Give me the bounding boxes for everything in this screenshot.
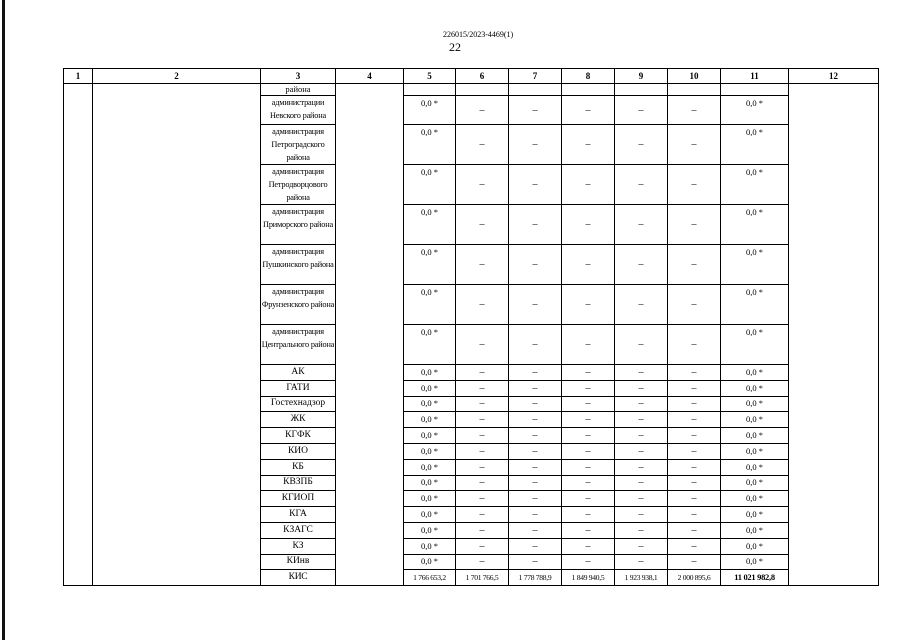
dash-cell — [615, 538, 668, 554]
dash-mark: – — [691, 509, 697, 521]
dash-mark: – — [532, 509, 538, 521]
dash-mark: – — [691, 339, 697, 350]
dash-mark: – — [691, 477, 697, 489]
dash-mark: – — [585, 366, 591, 378]
budget-table — [63, 68, 879, 586]
value-cell: 1 849 940,5 — [562, 570, 615, 586]
dash-cell — [509, 428, 562, 444]
dash-cell — [509, 507, 562, 523]
value-cell: 0,0 * — [404, 365, 456, 381]
dash-cell — [668, 522, 721, 538]
dash-cell — [509, 475, 562, 491]
dash-mark: – — [479, 219, 485, 230]
row-name: КВЗПБ — [261, 475, 336, 491]
dash-cell — [456, 428, 509, 444]
dash-cell — [615, 245, 668, 285]
dash-mark: – — [532, 556, 538, 568]
dash-cell — [509, 380, 562, 396]
row-name: администрация Петродворцового района — [261, 165, 336, 205]
value-cell: 0,0 * — [721, 365, 789, 381]
dash-mark: – — [479, 139, 485, 150]
value-cell: 0,0 * — [721, 428, 789, 444]
row-name: КГФК — [261, 428, 336, 444]
value-cell: 2 000 895,6 — [668, 570, 721, 586]
column-header: 3 — [261, 69, 336, 84]
row-name: ЖК — [261, 412, 336, 428]
column-header: 8 — [562, 69, 615, 84]
page-number: 22 — [449, 40, 461, 54]
dash-mark: – — [638, 366, 644, 378]
dash-cell — [509, 125, 562, 165]
value-cell: 0,0 * — [404, 245, 456, 285]
dash-mark: – — [691, 445, 697, 457]
dash-cell — [456, 538, 509, 554]
dash-cell — [456, 165, 509, 205]
row-name: администрации Невского района — [261, 96, 336, 125]
dash-cell — [562, 538, 615, 554]
column-header: 7 — [509, 69, 562, 84]
dash-cell — [562, 125, 615, 165]
dash-cell — [668, 475, 721, 491]
dash-cell — [668, 538, 721, 554]
dash-mark: – — [691, 259, 697, 270]
dash-cell — [668, 491, 721, 507]
empty-cell — [562, 84, 615, 96]
dash-mark: – — [479, 461, 485, 473]
dash-cell — [615, 428, 668, 444]
row-name: Гостехнадзор — [261, 396, 336, 412]
dash-cell — [562, 96, 615, 125]
dash-cell — [456, 325, 509, 365]
dash-mark: – — [691, 299, 697, 310]
merged-cell-col2 — [93, 84, 261, 586]
merged-cell-col4 — [336, 84, 404, 586]
value-cell: 0,0 * — [404, 412, 456, 428]
dash-mark: – — [532, 219, 538, 230]
dash-mark: – — [532, 540, 538, 552]
dash-cell — [562, 475, 615, 491]
value-cell: 0,0 * — [721, 96, 789, 125]
dash-mark: – — [479, 339, 485, 350]
empty-cell — [404, 84, 456, 96]
dash-mark: – — [691, 414, 697, 426]
dash-cell — [509, 96, 562, 125]
value-cell: 0,0 * — [404, 507, 456, 523]
dash-mark: – — [638, 139, 644, 150]
dash-mark: – — [585, 104, 591, 116]
row-name: района — [261, 84, 336, 96]
dash-mark: – — [638, 219, 644, 230]
dash-cell — [668, 325, 721, 365]
dash-mark: – — [691, 556, 697, 568]
dash-mark: – — [691, 461, 697, 473]
dash-cell — [456, 96, 509, 125]
dash-mark: – — [532, 259, 538, 270]
dash-mark: – — [638, 299, 644, 310]
dash-mark: – — [691, 398, 697, 410]
dash-cell — [668, 507, 721, 523]
dash-mark: – — [691, 219, 697, 230]
dash-cell — [562, 491, 615, 507]
dash-mark: – — [691, 382, 697, 394]
dash-cell — [456, 507, 509, 523]
dash-cell — [615, 443, 668, 459]
dash-cell — [456, 459, 509, 475]
dash-cell — [456, 522, 509, 538]
dash-mark: – — [532, 524, 538, 536]
row-name: администрация Пушкинского района — [261, 245, 336, 285]
dash-cell — [456, 205, 509, 245]
dash-cell — [615, 459, 668, 475]
dash-cell — [615, 325, 668, 365]
dash-mark: – — [638, 524, 644, 536]
column-header: 9 — [615, 69, 668, 84]
value-cell: 0,0 * — [721, 245, 789, 285]
dash-mark: – — [638, 414, 644, 426]
dash-mark: – — [585, 299, 591, 310]
dash-mark: – — [638, 430, 644, 442]
dash-mark: – — [532, 339, 538, 350]
row-name: АК — [261, 365, 336, 381]
dash-mark: – — [479, 445, 485, 457]
empty-cell — [721, 84, 789, 96]
value-cell: 0,0 * — [721, 459, 789, 475]
dash-mark: – — [585, 139, 591, 150]
dash-mark: – — [638, 509, 644, 521]
dash-cell — [456, 475, 509, 491]
value-cell: 0,0 * — [721, 165, 789, 205]
empty-cell — [456, 84, 509, 96]
dash-mark: – — [638, 493, 644, 505]
dash-mark: – — [532, 493, 538, 505]
row-name: КИнв — [261, 554, 336, 570]
dash-mark: – — [691, 524, 697, 536]
empty-cell — [615, 84, 668, 96]
dash-mark: – — [479, 259, 485, 270]
dash-cell — [562, 554, 615, 570]
dash-mark: – — [691, 179, 697, 190]
dash-mark: – — [479, 299, 485, 310]
value-cell: 1 923 938,1 — [615, 570, 668, 586]
dash-cell — [509, 396, 562, 412]
dash-mark: – — [479, 430, 485, 442]
dash-cell — [562, 459, 615, 475]
dash-cell — [668, 459, 721, 475]
value-cell: 0,0 * — [721, 396, 789, 412]
dash-mark: – — [479, 556, 485, 568]
dash-mark: – — [532, 461, 538, 473]
value-cell: 0,0 * — [721, 538, 789, 554]
value-cell: 0,0 * — [404, 325, 456, 365]
row-name: КБ — [261, 459, 336, 475]
dash-mark: – — [638, 445, 644, 457]
dash-mark: – — [532, 179, 538, 190]
dash-mark: – — [585, 524, 591, 536]
row-name: КЗ — [261, 538, 336, 554]
dash-cell — [615, 491, 668, 507]
empty-cell — [668, 84, 721, 96]
dash-mark: – — [638, 398, 644, 410]
dash-mark: – — [479, 540, 485, 552]
dash-mark: – — [479, 477, 485, 489]
dash-mark: – — [479, 104, 485, 116]
value-cell: 1 778 788,9 — [509, 570, 562, 586]
dash-mark: – — [532, 139, 538, 150]
dash-cell — [668, 554, 721, 570]
dash-mark: – — [638, 104, 644, 116]
dash-mark: – — [638, 461, 644, 473]
dash-cell — [509, 245, 562, 285]
dash-cell — [615, 475, 668, 491]
value-cell: 0,0 * — [721, 205, 789, 245]
dash-mark: – — [585, 339, 591, 350]
dash-cell — [456, 412, 509, 428]
dash-mark: – — [638, 477, 644, 489]
dash-cell — [562, 522, 615, 538]
dash-mark: – — [479, 493, 485, 505]
dash-mark: – — [532, 414, 538, 426]
dash-mark: – — [638, 179, 644, 190]
dash-mark: – — [585, 219, 591, 230]
dash-cell — [456, 285, 509, 325]
value-cell: 0,0 * — [721, 554, 789, 570]
dash-cell — [509, 554, 562, 570]
dash-mark: – — [638, 339, 644, 350]
value-cell: 0,0 * — [404, 475, 456, 491]
dash-cell — [456, 125, 509, 165]
dash-cell — [668, 412, 721, 428]
dash-cell — [509, 491, 562, 507]
dash-cell — [562, 285, 615, 325]
value-cell: 1 766 653,2 — [404, 570, 456, 586]
dash-mark: – — [532, 398, 538, 410]
row-name: КЗАГС — [261, 522, 336, 538]
dash-cell — [615, 165, 668, 205]
dash-cell — [562, 428, 615, 444]
row-name: администрация Петроградского района — [261, 125, 336, 165]
dash-cell — [509, 522, 562, 538]
dash-mark: – — [585, 382, 591, 394]
column-header: 2 — [93, 69, 261, 84]
value-cell: 0,0 * — [404, 443, 456, 459]
dash-cell — [509, 165, 562, 205]
dash-mark: – — [691, 104, 697, 116]
value-cell: 0,0 * — [721, 285, 789, 325]
value-cell: 0,0 * — [404, 165, 456, 205]
dash-cell — [615, 96, 668, 125]
value-cell: 0,0 * — [721, 491, 789, 507]
dash-cell — [668, 165, 721, 205]
dash-mark: – — [585, 540, 591, 552]
dash-cell — [615, 380, 668, 396]
dash-cell — [668, 365, 721, 381]
dash-mark: – — [585, 414, 591, 426]
dash-mark: – — [691, 430, 697, 442]
column-header: 4 — [336, 69, 404, 84]
dash-cell — [509, 205, 562, 245]
dash-mark: – — [585, 430, 591, 442]
value-cell: 0,0 * — [721, 412, 789, 428]
page-edge-scan-line — [2, 0, 5, 640]
value-cell: 0,0 * — [404, 396, 456, 412]
value-cell: 0,0 * — [404, 522, 456, 538]
value-cell: 0,0 * — [404, 491, 456, 507]
dash-mark: – — [585, 398, 591, 410]
dash-cell — [615, 412, 668, 428]
value-cell: 0,0 * — [721, 125, 789, 165]
dash-cell — [456, 491, 509, 507]
dash-mark: – — [532, 382, 538, 394]
dash-cell — [509, 412, 562, 428]
dash-cell — [668, 285, 721, 325]
dash-cell — [509, 285, 562, 325]
dash-mark: – — [585, 179, 591, 190]
dash-mark: – — [585, 493, 591, 505]
total-sum-cell: 11 021 982,8 — [721, 570, 789, 586]
value-cell: 0,0 * — [721, 522, 789, 538]
column-header: 10 — [668, 69, 721, 84]
dash-mark: – — [638, 259, 644, 270]
merged-cell-col12 — [789, 84, 879, 586]
dash-mark: – — [585, 445, 591, 457]
value-cell: 0,0 * — [404, 285, 456, 325]
dash-mark: – — [585, 556, 591, 568]
dash-mark: – — [691, 366, 697, 378]
dash-cell — [562, 412, 615, 428]
dash-mark: – — [585, 477, 591, 489]
value-cell: 0,0 * — [404, 459, 456, 475]
column-header: 6 — [456, 69, 509, 84]
value-cell: 0,0 * — [721, 380, 789, 396]
dash-cell — [562, 165, 615, 205]
dash-mark: – — [638, 540, 644, 552]
dash-mark: – — [691, 493, 697, 505]
column-header: 1 — [64, 69, 93, 84]
dash-mark: – — [479, 509, 485, 521]
dash-mark: – — [479, 179, 485, 190]
dash-mark: – — [691, 139, 697, 150]
value-cell: 0,0 * — [404, 554, 456, 570]
column-header: 5 — [404, 69, 456, 84]
dash-cell — [562, 396, 615, 412]
dash-cell — [456, 443, 509, 459]
dash-cell — [615, 396, 668, 412]
dash-cell — [668, 205, 721, 245]
dash-mark: – — [532, 104, 538, 116]
row-name: КГА — [261, 507, 336, 523]
row-name: КИО — [261, 443, 336, 459]
dash-mark: – — [532, 477, 538, 489]
dash-cell — [456, 554, 509, 570]
dash-cell — [509, 443, 562, 459]
dash-cell — [562, 507, 615, 523]
row-name: КИС — [261, 570, 336, 586]
dash-cell — [509, 325, 562, 365]
dash-cell — [509, 538, 562, 554]
dash-cell — [615, 522, 668, 538]
row-name: администрация Фрунзенского района — [261, 285, 336, 325]
dash-cell — [562, 365, 615, 381]
dash-cell — [615, 507, 668, 523]
dash-cell — [668, 396, 721, 412]
dash-cell — [509, 459, 562, 475]
dash-cell — [668, 96, 721, 125]
dash-cell — [562, 325, 615, 365]
value-cell: 0,0 * — [721, 443, 789, 459]
value-cell: 0,0 * — [404, 96, 456, 125]
value-cell: 0,0 * — [404, 380, 456, 396]
dash-cell — [615, 205, 668, 245]
dash-mark: – — [479, 398, 485, 410]
dash-mark: – — [479, 382, 485, 394]
table-row — [64, 84, 879, 96]
dash-mark: – — [638, 556, 644, 568]
dash-mark: – — [479, 366, 485, 378]
column-header: 12 — [789, 69, 879, 84]
dash-mark: – — [585, 259, 591, 270]
dash-mark: – — [532, 445, 538, 457]
row-name: ГАТИ — [261, 380, 336, 396]
dash-cell — [456, 380, 509, 396]
row-name: КГИОП — [261, 491, 336, 507]
dash-mark: – — [532, 430, 538, 442]
value-cell: 0,0 * — [404, 538, 456, 554]
dash-cell — [615, 125, 668, 165]
dash-cell — [456, 396, 509, 412]
row-name: администрация Центрального района — [261, 325, 336, 365]
dash-mark: – — [532, 299, 538, 310]
dash-cell — [668, 125, 721, 165]
dash-cell — [456, 245, 509, 285]
value-cell: 0,0 * — [721, 475, 789, 491]
dash-mark: – — [479, 414, 485, 426]
dash-cell — [562, 443, 615, 459]
column-header: 11 — [721, 69, 789, 84]
dash-cell — [668, 380, 721, 396]
dash-mark: – — [585, 461, 591, 473]
dash-cell — [562, 205, 615, 245]
value-cell: 0,0 * — [404, 125, 456, 165]
table-header-row — [64, 69, 879, 84]
empty-cell — [509, 84, 562, 96]
dash-mark: – — [479, 524, 485, 536]
document-number: 226015/2023-4469(1) — [443, 30, 514, 39]
dash-cell — [615, 285, 668, 325]
dash-cell — [562, 245, 615, 285]
merged-cell-col1 — [64, 84, 93, 586]
dash-cell — [615, 365, 668, 381]
value-cell: 0,0 * — [721, 507, 789, 523]
dash-cell — [509, 365, 562, 381]
value-cell: 0,0 * — [721, 325, 789, 365]
dash-cell — [668, 428, 721, 444]
dash-mark: – — [638, 382, 644, 394]
value-cell: 0,0 * — [404, 428, 456, 444]
dash-cell — [668, 245, 721, 285]
dash-mark: – — [532, 366, 538, 378]
dash-cell — [668, 443, 721, 459]
dash-cell — [456, 365, 509, 381]
value-cell: 0,0 * — [404, 205, 456, 245]
dash-cell — [562, 380, 615, 396]
dash-mark: – — [585, 509, 591, 521]
dash-cell — [615, 554, 668, 570]
dash-mark: – — [691, 540, 697, 552]
row-name: администрация Приморского района — [261, 205, 336, 245]
value-cell: 1 701 766,5 — [456, 570, 509, 586]
